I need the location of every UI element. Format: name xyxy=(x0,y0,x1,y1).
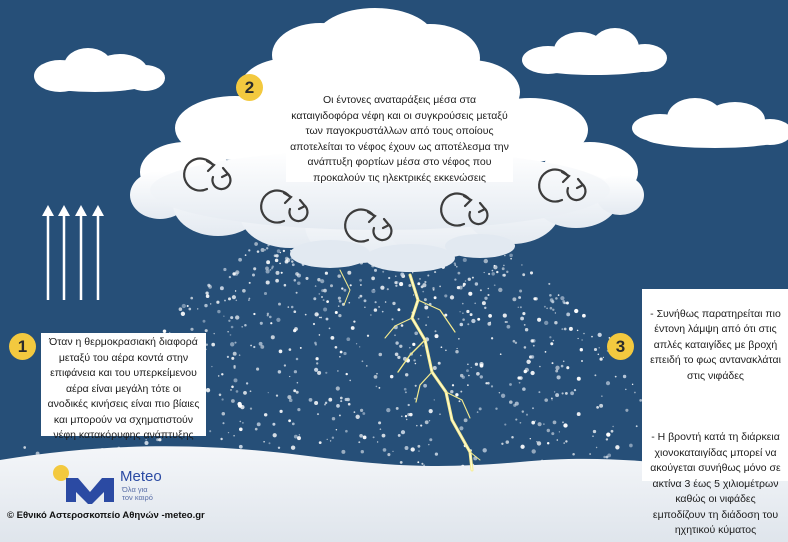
small-cloud-left xyxy=(34,48,165,92)
updraft-arrows xyxy=(42,205,104,300)
step-1-badge: 1 xyxy=(9,333,36,360)
small-cloud-right-mid xyxy=(632,98,788,148)
spacer xyxy=(645,400,786,415)
copyright-notice: © Εθνικό Αστεροσκοπείο Αθηνών -meteo.gr xyxy=(7,510,205,521)
step-2-textbox: Οι έντονες αναταράξεις μέσα στα καταιγιδοφόρα νέφη και οι συγκρούσεις μεταξύ των παγοκρυστάλλων από τους οποίους αποτελείται το νέφος έχουν ως αποτέλεσμα την ανάπτυξη φορτίων μέσα στο νέφος που προκαλούν τις ηλεκτρικές εκκενώσεις xyxy=(286,90,513,182)
up-arrow-icon xyxy=(92,205,104,300)
step-3-paragraph-2: - Η βροντή κατά τη διάρκεια χιονοκαταιγίδας μπορεί να ακούγεται συνήθως μόνο σε ακτίνα 3 έως 5 χιλιομέτρων καθώς οι νιφάδες εμποδίζουν τη διάδοση του ηχητικού κύματος xyxy=(650,431,781,536)
up-arrow-icon xyxy=(42,205,54,300)
step-2-badge: 2 xyxy=(236,74,263,101)
lightning-bolt-icon xyxy=(340,270,480,470)
up-arrow-icon xyxy=(58,205,70,300)
step-3-textbox xyxy=(642,289,788,536)
step-3-badge: 3 xyxy=(607,333,634,360)
step-1-textbox: Όταν η θερμοκρασιακή διαφορά μεταξύ του αέρα κοντά στην επιφάνεια και του υπερκείμενου αέρα είναι μεγάλη τότε οι ανοδικές κινήσεις είναι πιο βίαιες και μπορούν να σχηματιστούν νέφη κατακόρυφης ανάπτυξης xyxy=(41,333,206,436)
small-cloud-right-top xyxy=(522,28,667,75)
up-arrow-icon xyxy=(75,205,87,300)
step-3-paragraph-1: - Συνήθως παρατηρείται πιο έντονη λάμψη από ότι στις απλές καταιγίδες με βροχή επειδή το φως αντανακλάται στις νιφάδες xyxy=(650,307,781,382)
logo-wordmark: Meteo xyxy=(120,468,162,485)
logo-tagline: Όλα για τον καιρό xyxy=(122,485,153,502)
